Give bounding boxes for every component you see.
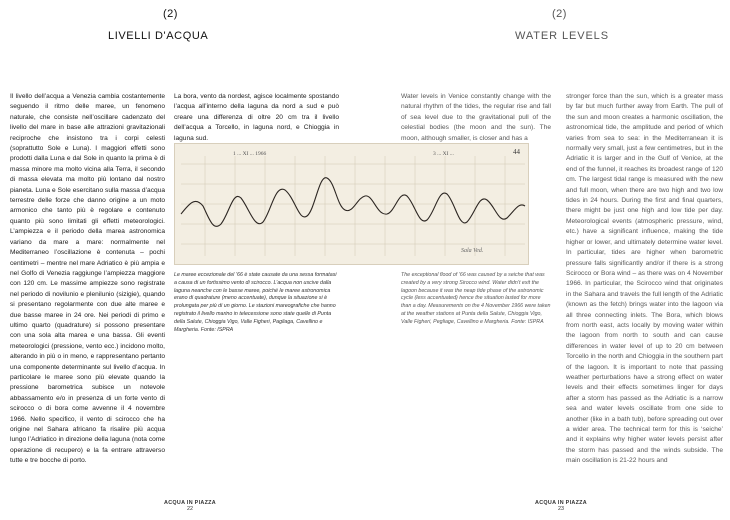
section-title: LIVELLI D'ACQUA — [108, 30, 209, 42]
chart-signature: Sala Ved. — [461, 248, 484, 254]
footer-publication: ACQUA IN PIAZZA — [164, 500, 216, 506]
body-column-english-2 — [566, 92, 723, 467]
body-paragraph: stronger force than the sun, which is a greater mass by far but much further away from Earth. The pull of the sun and moon creates a harmonic oscillation, the astronomical tide, the amplitude and period of which varies from sea to sea: in the Mediterranean it is normally very small, just a few centimetres, but in the Adriatic it is larger and in the Gulf of Venice, at the end of the funnel, it reaches its broadest range of 120 cm. The largest tidal range is measured with the new and full moon, when there are two high and two low tides in 24 hours. During the first and final quarters, there might be just one high and low tide per day. Meteorological events (atmospheric pressure, wind, etc.) have a significant influence, making the tide higher or lower, and ultimately determine water level. In particular, tides are higher when barometric pressure falls significantly and/or if there is a strong Scirocco or Bora wind – as there was on 4 November 1966. In particular, the Scirocco wind that originates in the Sahara and travels the full length of the Adriatic (known as the fetch) brings water into the lagoon via all three connecting inlets. The Bora, which blows from north east, acts locally by moving water within the lagoon from north to south and can cause differences in water level of up to 20 cm between Torcello in the north and Chioggia in the southern part of the lagoon. It is important to note that passing weather perturbations have a strong effect on water levels and their effects sometimes linger for days after a storm has passed as the Adriatic is a narrow sea and water levels oscillate from one side to another (like in a bath tub), before spreading out over a wider area. The technical term for this is ‘seiche’ and it explains why higher water levels persist after the storm has passed and the winds subside. The main oscillation is 21-22 hours and — [566, 93, 723, 465]
footer-publication: ACQUA IN PIAZZA — [535, 500, 587, 506]
chart-margin-mark: 44 — [513, 148, 520, 156]
chart-header-left: 1 ... XI ... 1966 — [233, 151, 267, 157]
page-number: 23 — [558, 506, 564, 512]
tide-trace — [181, 178, 525, 227]
page-number: 22 — [187, 506, 193, 512]
section-number: (2) — [552, 8, 567, 20]
chart-header-right: 3 ... XI ... — [433, 151, 454, 157]
chart-grid — [181, 156, 525, 256]
body-paragraph: La bora, vento da nordest, agisce localmente spostando l’acqua all’interno della laguna da nord a sud e può creare una differenza di oltre 20 cm tra il livello dell’acqua a Torcello, in laguna nord, e Chioggia in laguna sud. — [174, 93, 339, 142]
body-column-italian-1 — [10, 92, 165, 467]
tide-gauge-chart-image — [174, 143, 529, 265]
section-number: (2) — [163, 8, 178, 20]
figure-caption-english: The exceptional flood of ’66 was caused by a seiche that was created by a very strong Sirocco wind. Water didn’t exit the lagoon because it was the neap tide phase of the astronomic cycle (less accentuated) hence the situation lasted for more than a day. Measurements on the 4 November 1966 were taken at the weather stations at Punta della Salute, Chioggia Vigo, Valle Figheri, Pegliage, Cavellino e Margheria. Fonte: ISPRA — [401, 272, 551, 325]
tide-gauge-graphic — [175, 144, 529, 265]
section-title: WATER LEVELS — [515, 30, 609, 42]
figure-caption-italian: Le maree eccezionale del ’66 è state causate da una sessa formatasi a causa di un fortissimo vento di scirocco. L’acqua non uscive dalla laguna neanche con le basse maree, poiché le maree astronomica erano di quadrature (meno accentuate), dunque la situazione si è prolungata per più di un giorno. Le stazioni mareografiche che hanno registrato il livello marino in telecessione sono state quelle di Punta della Salute, Chioggia Vigo, Valle Figheri, Pagliaga, Cavellino e Margheria. Fonte: ISPRA — [174, 272, 337, 333]
body-paragraph: Il livello dell’acqua a Venezia cambia costantemente seguendo il ritmo delle maree, un fenomeno naturale, che consiste nell’oscillare cadenzato del livello del mare in base alle attrazioni gravitazionali reciproche che insistono tra i corpi celesti (soprattutto Sole e Luna). I maggiori effetti sono prodotti dalla Luna e dal Sole in quanto la prima è di massa minore ma molto vicina alla Terra, il secondo di massa elevata ma molto più lontano dal nostro pianeta. Luna e Sole esercitano sulla massa d’acqua terrestre delle forze che danno origine a un moto armonico che tanto più è regolare e contenuto quanto più sono limitati gli effetti meteorologici. L’ampiezza e il periodo della marea astronomica variano da mare a mare: normalmente nel Mediterraneo l’oscillazione è contenuta – pochi centimetri – mentre nel mare Adriatico è più ampia e nel Golfo di Venezia raggiunge l’ampiezza maggiore con 120 cm. Le massime ampiezze sono registrate nel periodo di novilunio e plenilunio (sizigie), quando si presentano regolarmente con due alte maree e due basse maree in 24 ore. Nei periodi di primo e ultimo quarto (quadrature) si possono presentare con una sola alta marea e una bassa. Gli eventi meteorologici (pressione, vento ecc.) incidono molto, alterando in più o in meno, e rappresentano pertanto una componente determinante sul livello d’acqua. In particolare le maree sono più elevate quando la pressione barometrica subisce un notevole abbassamento e/o in presenza di un forte vento di scirocco o di bora come avvenne il 4 novembre 1966. Nello specifico, il vento di scirocco che ha origine nel Sahara africano fa risalire più acqua lungo l’Adriatico in direzione della laguna (nota come operazione di recupero) e la fa entrare attraverso tutte e tre bocche di porto. — [10, 93, 165, 465]
body-column-english-1 — [401, 92, 551, 144]
body-column-italian-2 — [174, 92, 339, 144]
body-paragraph: Water levels in Venice constantly change with the natural rhythm of the tides, the regular rise and fall of sea level due to the gravitational pull of the celestial bodies (the moon and the sun). The moon, although smaller, is closer and has a — [401, 93, 551, 142]
page-footer — [521, 500, 601, 512]
page-footer — [150, 500, 230, 512]
